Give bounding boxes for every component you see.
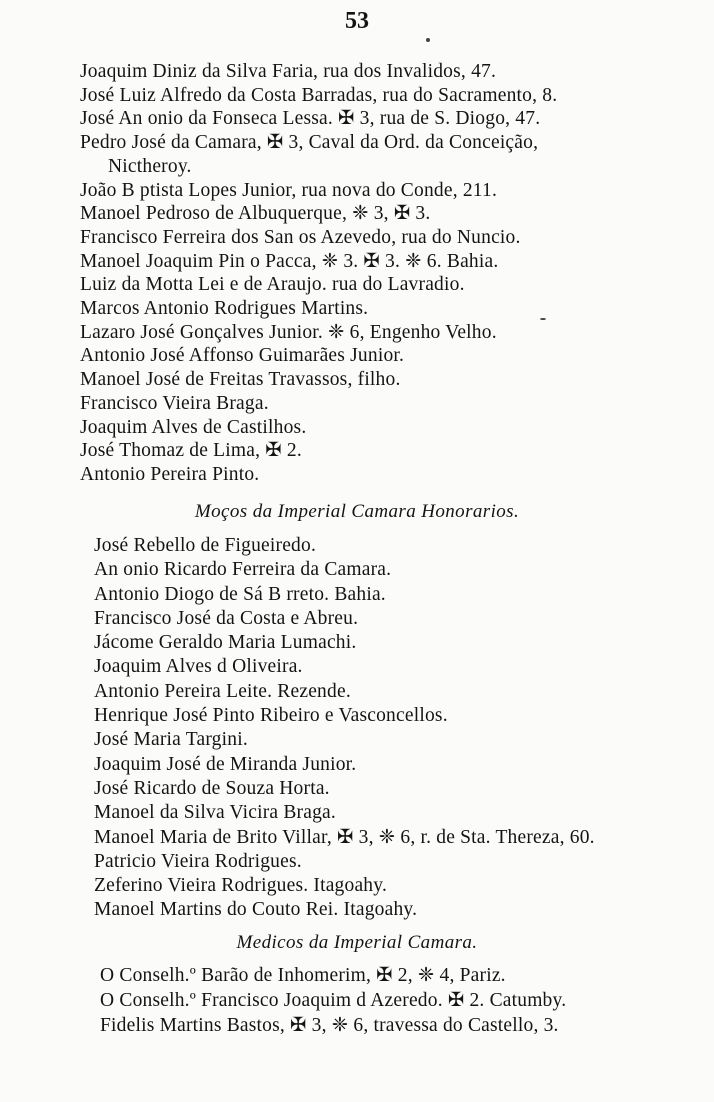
entry-line: José Luiz Alfredo da Costa Barradas, rua do Sacramento, 8. (80, 84, 558, 106)
section-heading-medicos: Medicos da Imperial Camara. (236, 932, 478, 953)
entry-line: Marcos Antonio Rodrigues Martins. (80, 298, 369, 320)
entry-line: José An onio da Fonseca Lessa. ✠ 3, rua de S. Diogo, 47. (80, 108, 541, 130)
entry-line: Joaquim Diniz da Silva Faria, rua dos Invalidos, 47. (80, 61, 497, 82)
entry-line: Manoel José de Freitas Travassos, filho. (80, 369, 401, 391)
entry-line: O Conselh.º Francisco Joaquim d Azeredo. ✠ 2. Catumby. (100, 990, 567, 1011)
entry-line: Zeferino Vieira Rodrigues. Itagoahy. (94, 875, 388, 897)
entry-line: Joaquim Alves d Oliveira. (94, 656, 303, 678)
entry-line: Manoel da Silva Vicira Braga. (94, 802, 336, 824)
print-speck (426, 38, 430, 42)
entry-line: Antonio Diogo de Sá B rreto. Bahia. (94, 583, 386, 605)
entry-line: Manoel Maria de Brito Villar, ✠ 3, ❈ 6, r. de Sta. Thereza, 60. (94, 826, 595, 848)
entry-line: Francisco Ferreira dos San os Azevedo, rua do Nuncio. (80, 226, 521, 248)
entry-line: José Rebello de Figueiredo. (94, 535, 317, 556)
entry-line: Luiz da Motta Lei e de Araujo. rua do Lavradio. (80, 274, 465, 296)
entry-line: José Thomaz de Lima, ✠ 2. (80, 440, 302, 462)
section-camaristas (80, 60, 698, 487)
entry-line: José Maria Targini. (94, 729, 248, 751)
entry-line: Patricio Vieira Rodrigues. (94, 850, 302, 872)
print-speck (540, 318, 546, 320)
entry-line: Manoel Joaquim Pin o Pacca, ❈ 3. ✠ 3. ❈ 6. Bahia. (80, 250, 499, 272)
entry-line: Manoel Martins do Couto Rei. Itagoahy. (94, 899, 418, 921)
entry-line: João B ptista Lopes Junior, rua nova do Conde, 211. (80, 179, 498, 201)
section-heading-mocos: Moços da Imperial Camara Honorarios. (194, 501, 520, 522)
entry-line: Lazaro José Gonçalves Junior. ❈ 6, Engenho Velho. (80, 321, 497, 343)
entry-line: Joaquim José de Miranda Junior. (94, 753, 357, 775)
entry-line: Antonio José Affonso Guimarães Junior. (80, 345, 405, 367)
entry-line: Jácome Geraldo Maria Lumachi. (94, 632, 357, 654)
entry-line: An onio Ricardo Ferreira da Camara. (94, 559, 392, 581)
entry-line: Joaquim Alves de Castilhos. (80, 416, 307, 438)
entry-line: José Ricardo de Souza Horta. (94, 777, 330, 799)
section-medicos (100, 963, 714, 1038)
entry-line-continuation: Nictheroy. (108, 155, 192, 177)
entry-line: Antonio Pereira Leite. Rezende. (94, 680, 351, 702)
entry-line: Francisco José da Costa e Abreu. (94, 607, 359, 629)
entry-line: Francisco Vieira Braga. (80, 392, 269, 414)
entry-line: Manoel Pedroso de Albuquerque, ❈ 3, ✠ 3. (80, 203, 431, 225)
entry-line: Pedro José da Camara, ✠ 3, Caval da Ord. da Conceição, (80, 132, 539, 154)
section-mocos (94, 534, 712, 923)
entry-line: O Conselh.º Barão de Inhomerim, ✠ 2, ❈ 4, Pariz. (100, 965, 506, 986)
entry-line: Henrique José Pinto Ribeiro e Vasconcellos. (94, 705, 448, 727)
entry-line: Antonio Pereira Pinto. (80, 463, 260, 485)
page-number: 53 (345, 8, 369, 34)
entry-line: Fidelis Martins Bastos, ✠ 3, ❈ 6, travessa do Castello, 3. (100, 1015, 559, 1036)
